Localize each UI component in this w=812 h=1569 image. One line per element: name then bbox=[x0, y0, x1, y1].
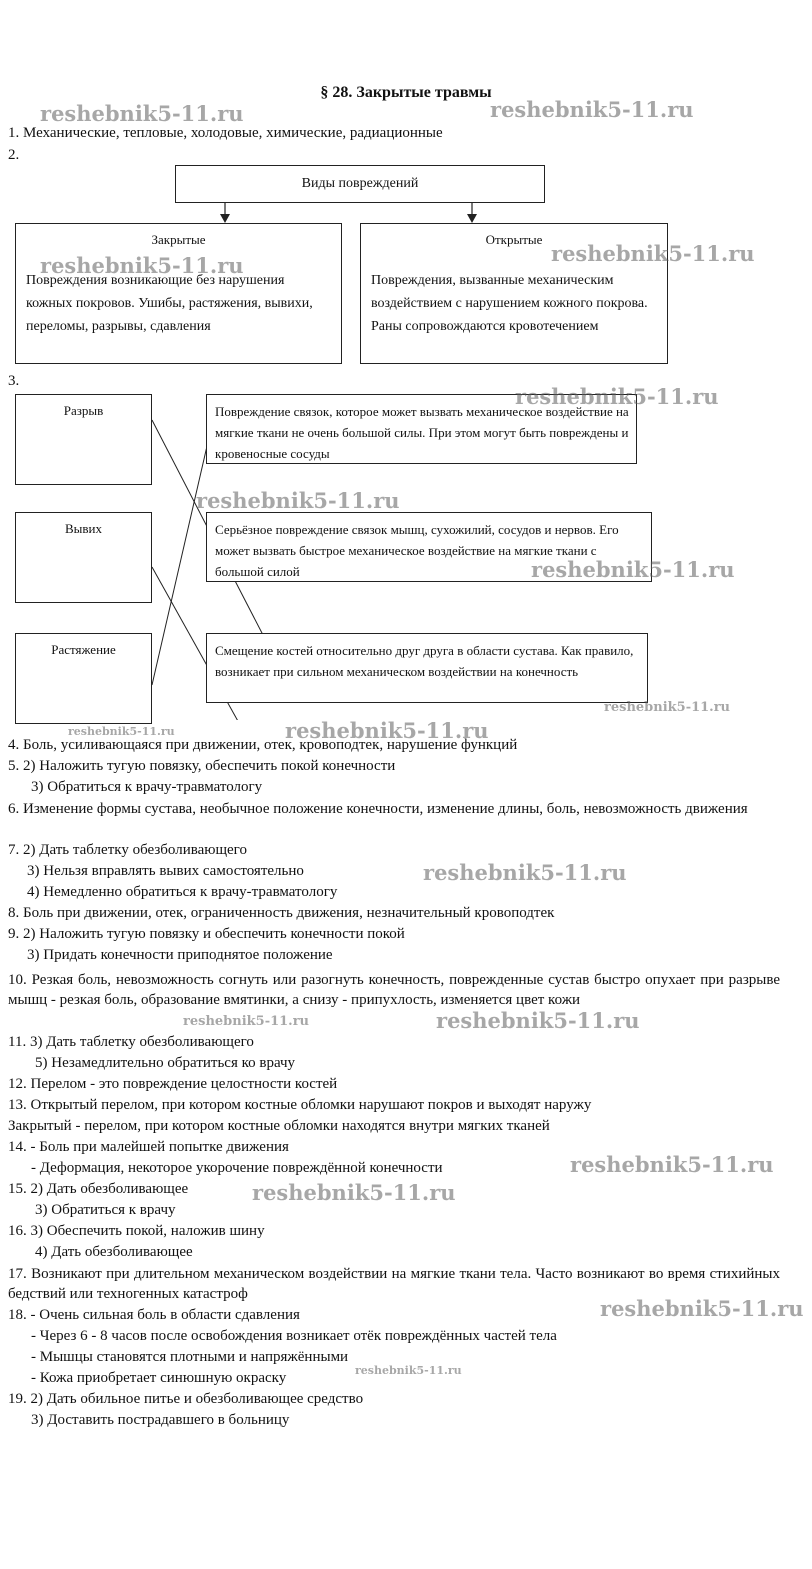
answer-18-line-1: 18. - Очень сильная боль в области сдавления bbox=[8, 1307, 300, 1323]
definition-3: Смещение костей относительно друг друга в области сустава. Как правило, возникает при сильном механическом воздействии на конечность bbox=[215, 643, 634, 679]
answer-4: 4. Боль, усиливающаяся при движении, отек, кровоподтек, нарушение функций bbox=[8, 737, 518, 753]
definition-1: Повреждение связок, которое может вызвать механическое воздействие на мягкие ткани не очень большой силы. При этом могут быть повреждены и кровеносные сосуды bbox=[215, 404, 629, 461]
answer-9-line-1: 9. 2) Наложить тугую повязку и обеспечить конечности покой bbox=[8, 926, 405, 942]
answer-14-line-2: - Деформация, некоторое укорочение повреждённой конечности bbox=[31, 1160, 443, 1176]
answer-13-line-2: Закрытый - перелом, при котором костные обломки находятся внутри мягких тканей bbox=[8, 1118, 550, 1134]
term-box-sprain bbox=[15, 633, 152, 724]
scheme-closed-label: Закрытые bbox=[151, 232, 206, 247]
answer-19-line-2: 3) Доставить пострадавшего в больницу bbox=[31, 1412, 290, 1428]
answer-14-line-1: 14. - Боль при малейшей попытке движения bbox=[8, 1139, 289, 1155]
answer-6: 6. Изменение формы сустава, необычное положение конечности, изменение длины, боль, невозможность движения bbox=[8, 801, 748, 817]
watermark: reshebnik5-11.ru bbox=[531, 557, 735, 582]
answer-9-line-2: 3) Придать конечности приподнятое положение bbox=[27, 947, 333, 963]
answer-8: 8. Боль при движении, отек, ограниченность движения, незначительный кровоподтек bbox=[8, 905, 555, 921]
answer-12: 12. Перелом - это повреждение целостности костей bbox=[8, 1076, 338, 1092]
answer-18-line-4: - Кожа приобретает синюшную окраску bbox=[31, 1370, 287, 1386]
term-rupture: Разрыв bbox=[63, 403, 104, 418]
answer-15-line-2: 3) Обратиться к врачу bbox=[35, 1202, 176, 1218]
answer-5-line-1: 5. 2) Наложить тугую повязку, обеспечить покой конечности bbox=[8, 758, 396, 774]
watermark: reshebnik5-11.ru bbox=[285, 718, 489, 743]
watermark: reshebnik5-11.ru bbox=[183, 1014, 310, 1029]
term-dislocation: Вывих bbox=[64, 521, 102, 536]
scheme-top-box bbox=[175, 165, 545, 203]
scheme-open-label: Открытые bbox=[485, 232, 543, 247]
watermark: reshebnik5-11.ru bbox=[490, 97, 694, 122]
watermark: reshebnik5-11.ru bbox=[252, 1180, 456, 1205]
definition-box-3 bbox=[206, 633, 648, 703]
term-box-rupture bbox=[15, 394, 152, 485]
watermark: reshebnik5-11.ru bbox=[600, 1296, 804, 1321]
answer-11-line-1: 11. 3) Дать таблетку обезболивающего bbox=[8, 1034, 254, 1050]
watermark: reshebnik5-11.ru bbox=[570, 1152, 774, 1177]
watermark: reshebnik5-11.ru bbox=[68, 725, 175, 738]
term-sprain: Растяжение bbox=[51, 642, 116, 657]
answer-17: 17. Возникают при длительном механическом воздействии на мягкие ткани тела. Часто возникают во время стихийных бедствий или техногенных катастроф bbox=[8, 1266, 780, 1302]
answer-15-line-1: 15. 2) Дать обезболивающее bbox=[8, 1181, 189, 1197]
watermark: reshebnik5-11.ru bbox=[436, 1008, 640, 1033]
scheme-open-text: Повреждения, вызванные механическим воздействием с нарушением кожного покрова. Раны сопровождаются кровотечением bbox=[371, 273, 648, 334]
watermark: reshebnik5-11.ru bbox=[604, 700, 731, 715]
page-title: § 28. Закрытые травмы bbox=[320, 84, 492, 101]
watermark: reshebnik5-11.ru bbox=[40, 101, 244, 126]
watermark: reshebnik5-11.ru bbox=[355, 1364, 462, 1377]
answer-7-line-2: 3) Нельзя вправлять вывих самостоятельно bbox=[27, 863, 304, 879]
answer-18-line-3: - Мышцы становятся плотными и напряжёнными bbox=[31, 1349, 349, 1365]
watermark: reshebnik5-11.ru bbox=[423, 860, 627, 885]
scheme-closed-text: Повреждения возникающие без нарушения кожных покровов. Ушибы, растяжения, вывихи, переломы, разрывы, сдавления bbox=[26, 273, 313, 334]
definition-2: Серьёзное повреждение связок мышц, сухожилий, сосудов и нервов. Его может вызвать быстрое механическое воздействие на мягкие ткани с большой силой bbox=[215, 522, 619, 579]
answer-19-line-1: 19. 2) Дать обильное питье и обезболивающее средство bbox=[8, 1391, 364, 1407]
answer-11-line-2: 5) Незамедлительно обратиться ко врачу bbox=[35, 1055, 296, 1071]
watermark: reshebnik5-11.ru bbox=[196, 488, 400, 513]
answer-18-line-2: - Через 6 - 8 часов после освобождения возникает отёк повреждённых частей тела bbox=[31, 1328, 557, 1344]
answer-3-number: 3. bbox=[8, 373, 20, 389]
term-box-dislocation bbox=[15, 512, 152, 603]
scheme-closed-box bbox=[15, 223, 342, 364]
answer-2-number: 2. bbox=[8, 147, 20, 163]
watermark: reshebnik5-11.ru bbox=[515, 384, 719, 409]
answer-16-line-1: 16. 3) Обеспечить покой, наложив шину bbox=[8, 1223, 265, 1239]
watermark: reshebnik5-11.ru bbox=[40, 253, 244, 278]
answer-16-line-2: 4) Дать обезболивающее bbox=[35, 1244, 193, 1260]
answer-7-line-1: 7. 2) Дать таблетку обезболивающего bbox=[8, 842, 247, 858]
watermark: reshebnik5-11.ru bbox=[551, 241, 755, 266]
answer-7-line-3: 4) Немедленно обратиться к врачу-травматологу bbox=[27, 884, 338, 900]
answer-5-line-2: 3) Обратиться к врачу-травматологу bbox=[31, 779, 263, 795]
answer-10: 10. Резкая боль, невозможность согнуть или разогнуть конечность, поврежденные сустав быстро опухает при разрыве мышц - резкая боль, образование вмятинки, а снизу - припухлость, изменяется цвет кожи bbox=[8, 972, 780, 1008]
scheme-top-label: Виды повреждений bbox=[301, 176, 419, 191]
answer-13-line-1: 13. Открытый перелом, при котором костные обломки нарушают покров и выходят наружу bbox=[8, 1097, 592, 1113]
answer-1: 1. Механические, тепловые, холодовые, химические, радиационные bbox=[8, 125, 443, 141]
